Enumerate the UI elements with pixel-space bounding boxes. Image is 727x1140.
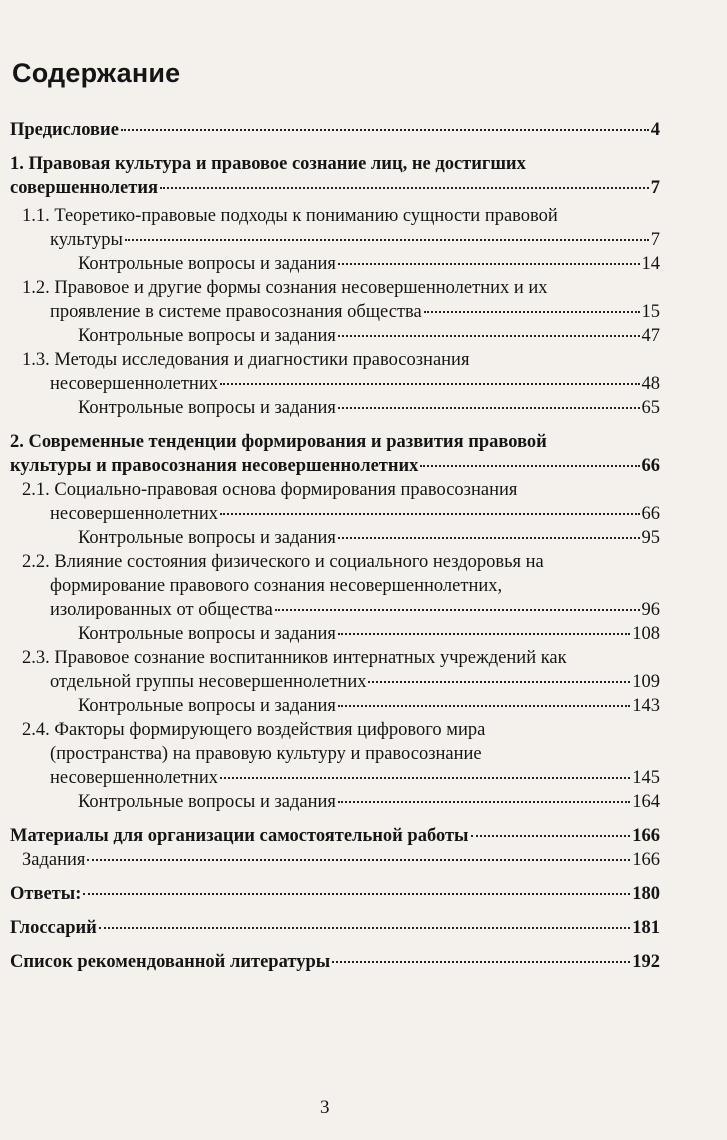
entry-title: Контрольные вопросы и задания [78, 528, 336, 548]
dot-leader [338, 537, 640, 539]
page-number: 3 [320, 1097, 330, 1118]
entry-page: 145 [632, 768, 660, 788]
entry-page: 166 [632, 826, 660, 846]
dot-leader [83, 893, 630, 895]
entry-page: 48 [641, 374, 660, 394]
entry-page: 66 [641, 504, 660, 524]
entry-title-line: культуры и правосознания несовершеннолетних [10, 456, 419, 476]
entry-title: Предисловие [10, 120, 119, 140]
dot-leader [338, 801, 630, 803]
toc-entry-literature[interactable] [10, 950, 660, 974]
entry-title-line: формирование правового сознания несовершеннолетних, [50, 576, 503, 596]
entry-title-line: 2.1. Социально-правовая основа формирования правосознания [22, 480, 518, 500]
entry-title: Список рекомендованной литературы [10, 952, 331, 972]
entry-page: 14 [641, 254, 660, 274]
page-title: Содержание [12, 58, 181, 88]
toc-entry-materials[interactable] [10, 824, 660, 848]
toc-entry-section-1-2[interactable] [10, 276, 660, 324]
toc-entry-chapter-1[interactable] [10, 152, 660, 200]
entry-page: 7 [650, 230, 660, 250]
entry-title-line: несовершеннолетних [50, 504, 218, 524]
entry-title: Контрольные вопросы и задания [78, 326, 336, 346]
entry-title-line: 2.2. Влияние состояния физического и социального нездоровья на [22, 552, 544, 572]
entry-title-line: 2.4. Факторы формирующего воздействия цифрового мира [22, 720, 486, 740]
entry-page: 108 [632, 624, 660, 644]
toc-entry-tasks[interactable] [10, 848, 660, 872]
entry-page: 143 [632, 696, 660, 716]
dot-leader [121, 129, 649, 131]
entry-title-line: отдельной группы несовершеннолетних [50, 672, 367, 692]
dot-leader [420, 465, 639, 467]
dot-leader [220, 513, 640, 515]
entry-page: 181 [632, 918, 660, 938]
dot-leader [424, 311, 640, 313]
entry-page: 109 [632, 672, 660, 692]
entry-title: Контрольные вопросы и задания [78, 792, 336, 812]
toc-entry-questions-2-2[interactable] [10, 622, 660, 646]
entry-title: Контрольные вопросы и задания [78, 398, 336, 418]
entry-title: Материалы для организации самостоятельной работы [10, 826, 469, 846]
entry-title-line: 1.2. Правовое и другие формы сознания несовершеннолетних и их [22, 278, 548, 298]
entry-title: Контрольные вопросы и задания [78, 624, 336, 644]
entry-title: Ответы: [10, 884, 82, 904]
entry-title-line: 2.3. Правовое сознание воспитанников интернатных учреждений как [22, 648, 567, 668]
dot-leader [275, 609, 640, 611]
entry-title-line: несовершеннолетних [50, 374, 218, 394]
entry-title-line: 1.1. Теоретико-правовые подходы к пониманию сущности правовой [22, 206, 558, 226]
entry-page: 96 [641, 600, 660, 620]
dot-leader [220, 383, 640, 385]
entry-page: 65 [641, 398, 660, 418]
toc-entry-answers[interactable] [10, 882, 660, 906]
entry-title: Глоссарий [10, 918, 97, 938]
toc-entry-questions-2-1[interactable] [10, 526, 660, 550]
dot-leader [338, 705, 630, 707]
entry-page: 66 [641, 456, 660, 476]
entry-page: 192 [632, 952, 660, 972]
toc-entry-section-1-3[interactable] [10, 348, 660, 396]
entry-title-line: совершеннолетия [10, 178, 158, 198]
dot-leader [338, 335, 640, 337]
toc-entry-section-2-3[interactable] [10, 646, 660, 694]
dot-leader [99, 927, 630, 929]
dot-leader [471, 835, 631, 837]
entry-page: 7 [650, 178, 660, 198]
dot-leader [220, 777, 630, 779]
entry-title: Контрольные вопросы и задания [78, 696, 336, 716]
dot-leader [160, 187, 649, 189]
entry-page: 95 [641, 528, 660, 548]
toc-entry-section-1-1[interactable] [10, 204, 660, 252]
dot-leader [338, 407, 640, 409]
toc-entry-chapter-2[interactable] [10, 430, 660, 478]
entry-title: Задания [22, 850, 86, 870]
dot-leader [338, 263, 640, 265]
entry-title-line: культуры [50, 230, 123, 250]
entry-title-line: (пространства) на правовую культуру и правосознание [50, 744, 482, 764]
toc-entry-questions-1-3[interactable] [10, 396, 660, 420]
toc-entry-preface[interactable] [10, 118, 660, 142]
toc-entry-section-2-1[interactable] [10, 478, 660, 526]
toc-entry-questions-1-2[interactable] [10, 324, 660, 348]
entry-page: 15 [641, 302, 660, 322]
toc-entry-glossary[interactable] [10, 916, 660, 940]
entry-page: 180 [632, 884, 660, 904]
entry-title-line: 1.3. Методы исследования и диагностики правосознания [22, 350, 470, 370]
entry-page: 47 [641, 326, 660, 346]
dot-leader [125, 239, 649, 241]
entry-page: 166 [632, 850, 660, 870]
entry-title: Контрольные вопросы и задания [78, 254, 336, 274]
toc-entry-section-2-4[interactable] [10, 718, 660, 790]
toc-entry-questions-2-4[interactable] [10, 790, 660, 814]
entry-title-line: проявление в системе правосознания общества [50, 302, 422, 322]
dot-leader [338, 633, 630, 635]
entry-title-line: изолированных от общества [50, 600, 273, 620]
entry-title-line: 1. Правовая культура и правовое сознание лиц, не достигших [10, 154, 526, 174]
entry-page: 4 [650, 120, 660, 140]
entry-page: 164 [632, 792, 660, 812]
toc-entry-questions-2-3[interactable] [10, 694, 660, 718]
entry-title-line: 2. Современные тенденции формирования и развития правовой [10, 432, 547, 452]
toc-entry-questions-1-1[interactable] [10, 252, 660, 276]
dot-leader [332, 961, 630, 963]
dot-leader [87, 859, 630, 861]
toc-entry-section-2-2[interactable] [10, 550, 660, 622]
dot-leader [368, 681, 630, 683]
table-of-contents [10, 118, 660, 974]
entry-title-line: несовершеннолетних [50, 768, 218, 788]
